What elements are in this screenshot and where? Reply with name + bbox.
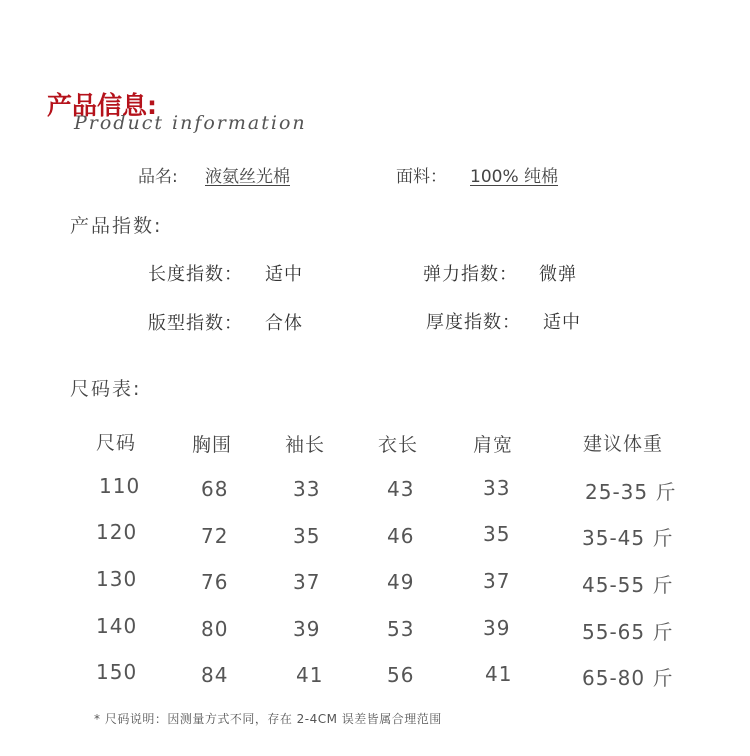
thickness-index-value: 适中 (543, 312, 581, 333)
cell-length: 46 (387, 524, 415, 548)
cell-sleeve: 35 (293, 524, 321, 548)
cell-weight: 45-55 斤 (582, 573, 674, 597)
cell-length: 56 (387, 663, 415, 687)
cell-size: 120 (96, 520, 138, 544)
cell-sleeve: 33 (293, 477, 321, 501)
size-table-section-title: 尺码表: (70, 378, 142, 400)
size-note: * 尺码说明：因测量方式不同，存在 2-4CM 误差皆属合理范围 (94, 712, 442, 726)
fit-index-value: 合体 (265, 313, 303, 334)
cell-chest: 80 (201, 617, 229, 641)
header-weight: 建议体重 (583, 433, 664, 455)
cell-chest: 76 (201, 570, 229, 594)
header-length: 衣长 (378, 434, 419, 456)
cell-weight: 65-80 斤 (582, 666, 674, 690)
cell-shoulder: 37 (483, 569, 511, 593)
indices-section-title: 产品指数: (70, 215, 163, 237)
cell-length: 53 (387, 617, 415, 641)
fit-index-label: 版型指数： (148, 313, 243, 334)
cell-size: 110 (99, 474, 141, 498)
fabric-label: 面料： (396, 167, 447, 187)
cell-size: 130 (96, 567, 138, 591)
cell-shoulder: 35 (483, 522, 511, 546)
cell-length: 49 (387, 570, 415, 594)
cell-size: 150 (96, 660, 138, 684)
cell-weight: 35-45 斤 (582, 526, 674, 550)
header-shoulder: 肩宽 (473, 434, 514, 456)
page-title: 产品信息: (47, 91, 157, 120)
cell-size: 140 (96, 614, 138, 638)
elastic-index-label: 弹力指数： (423, 264, 518, 285)
product-name-value: 液氨丝光棉 (205, 167, 290, 187)
length-index-label: 长度指数： (148, 264, 243, 285)
header-sleeve: 袖长 (285, 434, 326, 456)
fabric-value: 100% 纯棉 (470, 167, 559, 187)
header-size: 尺码 (96, 432, 137, 454)
header-chest: 胸围 (192, 434, 233, 456)
cell-chest: 72 (201, 524, 229, 548)
length-index-value: 适中 (265, 264, 303, 285)
cell-sleeve: 37 (293, 570, 321, 594)
thickness-index-label: 厚度指数： (426, 312, 521, 333)
cell-weight: 25-35 斤 (585, 480, 677, 504)
cell-sleeve: 39 (293, 617, 321, 641)
elastic-index-value: 微弹 (539, 264, 577, 285)
cell-chest: 68 (201, 477, 229, 501)
cell-length: 43 (387, 477, 415, 501)
cell-weight: 55-65 斤 (582, 620, 674, 644)
cell-sleeve: 41 (296, 663, 324, 687)
cell-shoulder: 39 (483, 616, 511, 640)
page-subtitle: Product information (74, 112, 307, 134)
product-name-label: 品名: (138, 167, 178, 187)
cell-shoulder: 33 (483, 476, 511, 500)
cell-chest: 84 (201, 663, 229, 687)
cell-shoulder: 41 (485, 662, 513, 686)
